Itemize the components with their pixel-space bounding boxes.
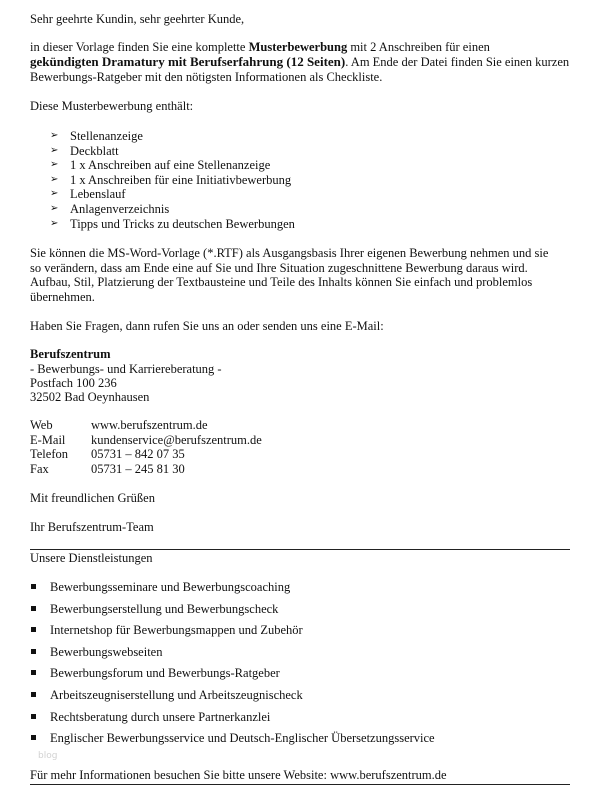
company-name	[30, 347, 111, 362]
questions-line: Haben Sie Fragen, dann rufen Sie uns an oder senden uns eine E-Mail:	[30, 319, 384, 333]
divider	[30, 784, 570, 785]
arrow-right-icon: ➢	[50, 188, 59, 200]
contents-item	[50, 129, 295, 144]
usage-line: übernehmen.	[30, 290, 95, 304]
intro-bold: gekündigten Dramatury mit Berufserfahrung (12 Seiten)	[30, 54, 346, 69]
intro-line-1	[30, 40, 490, 55]
arrow-right-icon: ➢	[50, 130, 59, 141]
address-city: 32502 Bad Oeynhausen	[30, 390, 150, 404]
arrow-right-icon: ➢	[50, 144, 59, 156]
contents-item	[50, 158, 295, 173]
square-bullet-icon	[31, 692, 36, 697]
intro-line-3: Bewerbungs-Ratgeber mit den nötigsten Informationen als Checkliste.	[30, 70, 383, 84]
contact-row-phone	[30, 447, 262, 462]
square-bullet-icon	[31, 649, 36, 654]
service-item	[30, 731, 435, 753]
web-link[interactable]: www.berufszentrum.de	[91, 418, 208, 432]
company-name-text: Berufszentrum	[30, 347, 111, 361]
signature: Ihr Berufszentrum-Team	[30, 520, 154, 534]
intro-text: mit 2 Anschreiben für einen	[347, 40, 490, 54]
service-item-label: Englischer Bewerbungsservice und Deutsch-Englischer Übersetzungsservice	[50, 731, 435, 746]
arrow-right-icon: ➢	[50, 173, 59, 185]
services-heading: Unsere Dienstleistungen	[30, 551, 153, 565]
square-bullet-icon	[31, 670, 36, 675]
watermark: blog	[38, 751, 58, 761]
divider	[30, 549, 570, 550]
contact-row-web	[30, 418, 262, 433]
service-item-label: Bewerbungserstellung und Bewerbungscheck	[50, 601, 279, 616]
fax-value: 05731 – 245 81 30	[91, 461, 185, 476]
square-bullet-icon	[31, 714, 36, 719]
contact-label: E-Mail	[30, 432, 66, 447]
service-item	[30, 580, 435, 602]
service-item-label: Rechtsberatung durch unsere Partnerkanzlei	[50, 709, 271, 724]
contact-label: Telefon	[30, 447, 68, 462]
contents-item-label: Stellenanzeige	[70, 129, 143, 143]
intro-bold: Musterbewerbung	[248, 40, 348, 54]
contents-item	[50, 202, 295, 217]
service-item	[30, 602, 435, 624]
contents-item	[50, 217, 295, 232]
contents-item-label: Tipps und Tricks zu deutschen Bewerbungen	[70, 216, 295, 231]
service-item	[30, 710, 435, 732]
service-item-label: Bewerbungswebseiten	[50, 644, 163, 659]
service-item-label: Arbeitszeugniserstellung und Arbeitszeugnischeck	[50, 687, 303, 702]
contact-table	[30, 418, 262, 476]
square-bullet-icon	[31, 606, 36, 611]
contents-list	[50, 129, 295, 231]
usage-line: Sie können die MS-Word-Vorlage (*.RTF) als Ausgangsbasis Ihrer eigenen Bewerbung nehmen und sie	[30, 246, 549, 260]
contact-label: Web	[30, 418, 53, 432]
service-item	[30, 666, 435, 688]
greeting: Sehr geehrte Kundin, sehr geehrter Kunde,	[30, 12, 245, 26]
usage-line: so verändern, dass am Ende eine auf Sie und Ihre Situation zugeschnittene Bewerbung daraus wird.	[30, 261, 528, 275]
contents-item-label: Anlagenverzeichnis	[70, 201, 170, 216]
contents-item-label: Lebenslauf	[70, 187, 126, 202]
contents-item	[50, 144, 295, 159]
phone-value: 05731 – 842 07 35	[91, 447, 185, 462]
contact-row-email	[30, 433, 262, 448]
company-tagline: - Bewerbungs- und Karriereberatung -	[30, 362, 222, 376]
service-item-label: Bewerbungsforum und Bewerbungs-Ratgeber	[50, 666, 280, 681]
usage-line: Aufbau, Stil, Platzierung der Textbausteine und Teile des Inhalts können Sie einfach und problemlos	[30, 275, 533, 289]
footer-note: Für mehr Informationen besuchen Sie bitte unsere Website: www.berufszentrum.de	[30, 768, 447, 782]
service-item	[30, 688, 435, 710]
contents-item	[50, 173, 295, 188]
service-item-label: Bewerbungsseminare und Bewerbungscoaching	[50, 580, 291, 594]
closing: Mit freundlichen Grüßen	[30, 491, 155, 505]
arrow-right-icon: ➢	[50, 159, 59, 171]
address-postbox: Postfach 100 236	[30, 376, 117, 390]
contents-item-label: Deckblatt	[70, 143, 119, 158]
intro-text: . Am Ende der Datei finden Sie einen kurzen	[345, 55, 570, 69]
square-bullet-icon	[31, 627, 36, 632]
arrow-right-icon: ➢	[50, 217, 59, 229]
arrow-right-icon: ➢	[50, 202, 59, 214]
intro-text: in dieser Vorlage finden Sie eine komplette	[30, 40, 249, 54]
square-bullet-icon	[31, 735, 36, 740]
square-bullet-icon	[31, 584, 36, 589]
service-item	[30, 623, 435, 645]
contact-row-fax	[30, 462, 262, 477]
intro-line-2	[30, 55, 569, 70]
service-item	[30, 645, 435, 667]
contents-item	[50, 187, 295, 202]
contact-label: Fax	[30, 461, 49, 476]
contents-item-label: 1 x Anschreiben für eine Initiativbewerbung	[70, 172, 292, 187]
services-list	[30, 580, 435, 753]
service-item-label: Internetshop für Bewerbungsmappen und Zubehör	[50, 623, 303, 638]
email-link[interactable]: kundenservice@berufszentrum.de	[91, 432, 262, 447]
contents-item-label: 1 x Anschreiben auf eine Stellenanzeige	[70, 158, 271, 173]
contents-heading: Diese Musterbewerbung enthält:	[30, 99, 194, 113]
